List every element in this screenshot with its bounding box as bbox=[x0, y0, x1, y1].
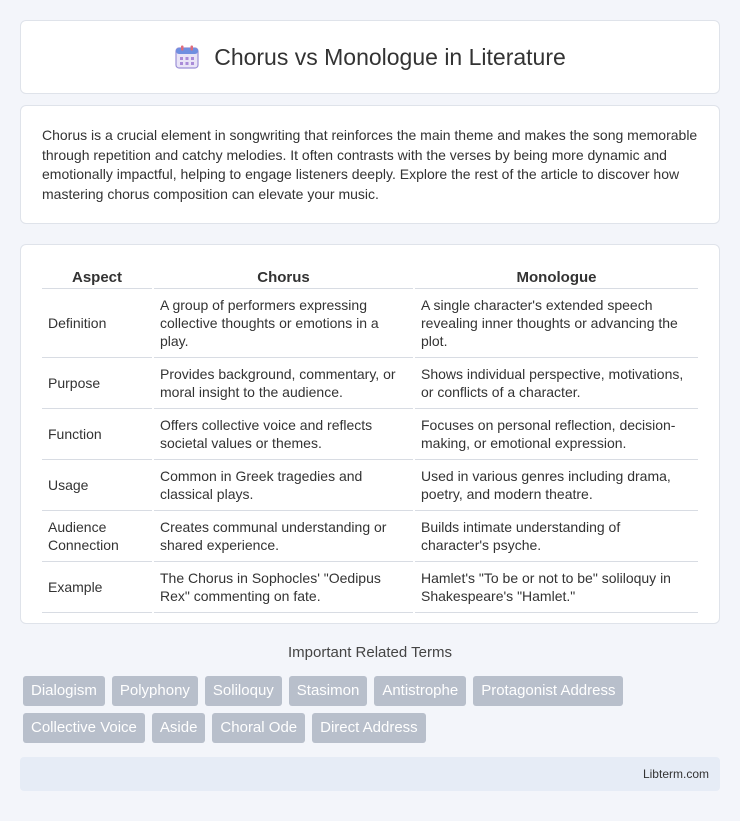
monologue-cell: Used in various genres including drama, poetry, and modern theatre. bbox=[414, 460, 698, 511]
related-terms-title: Important Related Terms bbox=[288, 644, 452, 661]
tag-direct-address[interactable]: Direct Address bbox=[312, 713, 426, 743]
tag-polyphony[interactable]: Polyphony bbox=[112, 676, 198, 706]
table-row bbox=[42, 409, 698, 460]
header-monologue: Monologue bbox=[414, 265, 698, 289]
chorus-cell: Common in Greek tragedies and classical plays. bbox=[153, 460, 414, 511]
intro-card bbox=[20, 105, 720, 224]
tag-dialogism[interactable]: Dialogism bbox=[23, 676, 105, 706]
aspect-cell: Audience Connection bbox=[42, 511, 153, 562]
intro-text: Chorus is a crucial element in songwriting that reinforces the main theme and makes the song memorable through repetition and catchy melodies. It often contrasts with the verses by being more dynamic and emotionally impactful, helping to engage listeners deeply. Explore the rest of the article to discover how mastering chorus composition can elevate your music. bbox=[42, 127, 698, 202]
title-card bbox=[20, 20, 720, 94]
tag-collective-voice[interactable]: Collective Voice bbox=[23, 713, 145, 743]
monologue-cell: Hamlet's "To be or not to be" soliloquy in Shakespeare's "Hamlet." bbox=[414, 562, 698, 613]
table-row bbox=[42, 289, 698, 358]
chorus-cell: Creates communal understanding or shared experience. bbox=[153, 511, 414, 562]
header-chorus: Chorus bbox=[153, 265, 414, 289]
aspect-cell: Usage bbox=[42, 460, 153, 511]
table-row bbox=[42, 358, 698, 409]
monologue-cell: Builds intimate understanding of character's psyche. bbox=[414, 511, 698, 562]
monologue-cell: Focuses on personal reflection, decision-making, or emotional expression. bbox=[414, 409, 698, 460]
footer bbox=[20, 757, 720, 791]
tag-aside[interactable]: Aside bbox=[152, 713, 206, 743]
monologue-cell: A single character's extended speech revealing inner thoughts or advancing the plot. bbox=[414, 289, 698, 358]
chorus-cell: The Chorus in Sophocles' "Oedipus Rex" commenting on fate. bbox=[153, 562, 414, 613]
calendar-icon bbox=[174, 44, 200, 70]
monologue-cell: Shows individual perspective, motivations, or conflicts of a character. bbox=[414, 358, 698, 409]
related-terms-list bbox=[23, 676, 723, 743]
comparison-card bbox=[20, 244, 720, 624]
aspect-cell: Definition bbox=[42, 289, 153, 358]
table-row bbox=[42, 511, 698, 562]
tag-antistrophe[interactable]: Antistrophe bbox=[374, 676, 466, 706]
table-row bbox=[42, 562, 698, 613]
tag-stasimon[interactable]: Stasimon bbox=[289, 676, 368, 706]
comparison-table bbox=[42, 265, 698, 613]
footer-site-link[interactable]: Libterm.com bbox=[642, 767, 709, 781]
tag-choral-ode[interactable]: Choral Ode bbox=[212, 713, 305, 743]
page-title: Chorus vs Monologue in Literature bbox=[214, 43, 566, 70]
chorus-cell: Provides background, commentary, or moral insight to the audience. bbox=[153, 358, 414, 409]
table-row bbox=[42, 460, 698, 511]
tag-protagonist-address[interactable]: Protagonist Address bbox=[473, 676, 623, 706]
aspect-cell: Function bbox=[42, 409, 153, 460]
table-header-row bbox=[42, 265, 698, 289]
aspect-cell: Purpose bbox=[42, 358, 153, 409]
chorus-cell: Offers collective voice and reflects societal values or themes. bbox=[153, 409, 414, 460]
aspect-cell: Example bbox=[42, 562, 153, 613]
tag-soliloquy[interactable]: Soliloquy bbox=[205, 676, 282, 706]
chorus-cell: A group of performers expressing collective thoughts or emotions in a play. bbox=[153, 289, 414, 358]
header-aspect: Aspect bbox=[42, 265, 153, 289]
